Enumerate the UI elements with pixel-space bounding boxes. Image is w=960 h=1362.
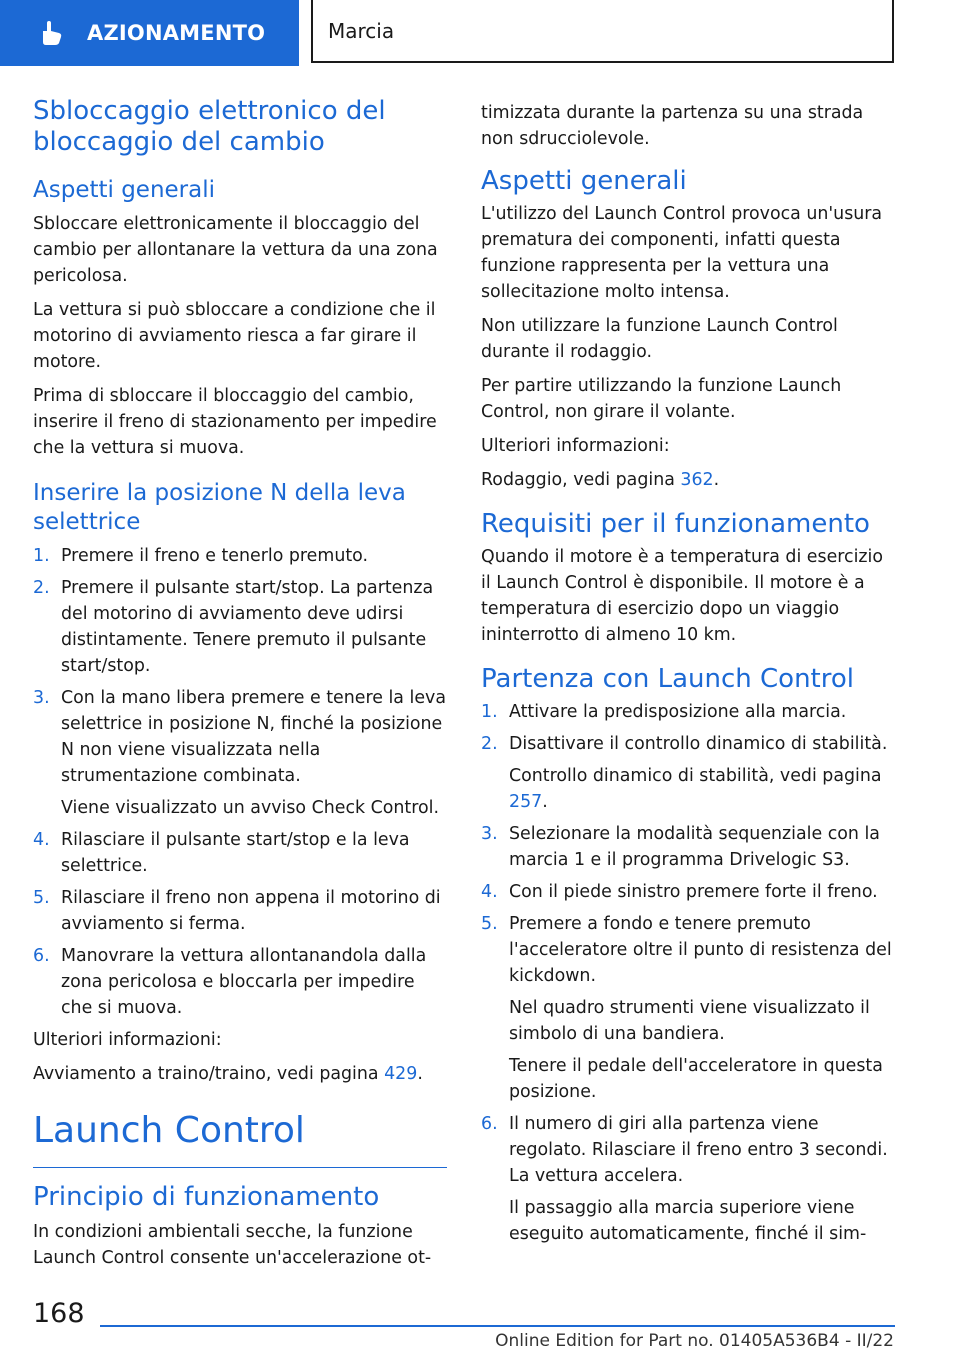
step-text: Disattivare il controllo dinamico di stabilità. [509, 734, 888, 754]
page-link[interactable]: 362 [680, 470, 714, 490]
section-title: Requisiti per il funzionamento [481, 509, 870, 539]
paragraph: La vettura si può sbloccare a condizione che il motorino di avviamento riesca a far girare il motore. [33, 300, 436, 372]
more-info-label: Ulteriori informazioni: [33, 1030, 222, 1050]
edition-note: Online Edition for Part no. 01405A536B4 - II/22 [495, 1331, 894, 1351]
cross-reference [33, 1061, 447, 1087]
section-title: Aspetti generali [481, 166, 687, 196]
reference-text: Rodaggio, vedi pagina [481, 470, 681, 490]
step-number: 4. [481, 882, 498, 902]
foot-pedal-icon [37, 19, 65, 47]
paragraph: Sbloccare elettronicamente il bloccaggio del cambio per allontanare la vettura da una zona pericolosa. [33, 214, 438, 286]
list-item [481, 911, 895, 989]
page-number: 168 [33, 1298, 85, 1329]
chapter-box [311, 0, 894, 63]
subheading-general: Aspetti generali [33, 177, 216, 203]
step-number: 6. [481, 1114, 498, 1134]
list-item [33, 885, 447, 937]
paragraph: Non utilizzare la funzione Launch Control durante il rodaggio. [481, 316, 838, 362]
steps-list [33, 543, 447, 1021]
step-number: 5. [481, 914, 498, 934]
reference-text: Avviamento a traino/traino, vedi pagina [33, 1064, 385, 1084]
footer-divider [100, 1325, 895, 1327]
chapter-label: Marcia [328, 18, 395, 43]
step-number: 1. [481, 702, 498, 722]
list-item [481, 879, 895, 905]
step-note [481, 763, 895, 815]
step-note: Viene visualizzato un avviso Check Control. [61, 798, 440, 818]
list-item [481, 731, 895, 757]
page-link[interactable]: 257 [509, 792, 543, 812]
right-column [481, 100, 895, 1253]
step-text: Premere il freno e tenerlo premuto. [61, 546, 369, 566]
step-text: Il numero di giri alla partenza viene regolato. Rilasciare il freno entro 3 secondi. La vettura accelera. [509, 1114, 888, 1186]
paragraph: Quando il motore è a temperatura di esercizio il Launch Control è disponibile. Il motore è a temperatura di esercizio dopo un viaggio ininterrotto di almeno 10 km. [481, 547, 884, 645]
step-note: Tenere il pedale dell'acceleratore in questa posizione. [509, 1056, 883, 1102]
chapter-title: Launch Control [33, 1109, 447, 1168]
more-info-label: Ulteriori informazioni: [481, 436, 670, 456]
list-item [481, 1111, 895, 1189]
steps-list [481, 699, 895, 1247]
step-number: 6. [33, 946, 50, 966]
step-number: 5. [33, 888, 50, 908]
step-number: 2. [481, 734, 498, 754]
page-link[interactable]: 429 [384, 1064, 418, 1084]
list-item [33, 575, 447, 679]
paragraph: In condizioni ambientali secche, la funzione Launch Control consente un'accelerazione ot- [33, 1222, 432, 1268]
list-item [33, 685, 447, 789]
step-number: 3. [33, 688, 50, 708]
paragraph: timizzata durante la partenza su una strada non sdrucciolevole. [481, 103, 864, 149]
section-title: Partenza con Launch Control [481, 664, 854, 694]
list-item [481, 821, 895, 873]
step-text: Premere il pulsante start/stop. La partenza del motorino di avviamento deve udirsi distintamente. Tenere premuto il pulsante start/stop. [61, 578, 434, 676]
step-text: Con il piede sinistro premere forte il freno. [509, 882, 878, 902]
cross-reference [481, 467, 895, 493]
reference-end: . [542, 792, 548, 812]
step-note: Il passaggio alla marcia superiore viene eseguito automaticamente, finché il sim- [509, 1198, 867, 1244]
step-text: Selezionare la modalità sequenziale con la marcia 1 e il programma Drivelogic S3. [509, 824, 880, 870]
step-number: 3. [481, 824, 498, 844]
section-tab [0, 0, 299, 66]
step-number: 2. [33, 578, 50, 598]
step-text: Con la mano libera premere e tenere la leva selettrice in posizione N, finché la posizione N non viene visualizzata nella strumentazione combinata. [61, 688, 446, 786]
list-item [33, 827, 447, 879]
step-text: Manovrare la vettura allontanandola dalla zona pericolosa e bloccarla per impedire che si muova. [61, 946, 427, 1018]
reference-end: . [417, 1064, 423, 1084]
step-text: Rilasciare il pulsante start/stop e la leva selettrice. [61, 830, 410, 876]
step-text: Premere a fondo e tenere premuto l'acceleratore oltre il punto di resistenza del kickdown. [509, 914, 892, 986]
subheading-n-position: Inserire la posizione N della leva selettrice [33, 480, 406, 535]
step-text: Attivare la predisposizione alla marcia. [509, 702, 847, 722]
list-item [33, 943, 447, 1021]
reference-end: . [713, 470, 720, 490]
list-item [33, 543, 447, 569]
left-column [33, 96, 447, 1279]
step-text: Rilasciare il freno non appena il motorino di avviamento si ferma. [61, 888, 441, 934]
paragraph: L'utilizzo del Launch Control provoca un'usura prematura dei componenti, infatti questa funzione rappresenta per la vettura una sollecitazione molto intensa. [481, 204, 883, 302]
step-note: Nel quadro strumenti viene visualizzato il simbolo di una bandiera. [509, 998, 870, 1044]
list-item [481, 699, 895, 725]
step-number: 1. [33, 546, 50, 566]
section-label: AZIONAMENTO [87, 21, 266, 45]
step-number: 4. [33, 830, 50, 850]
section-title: Principio di funzionamento [33, 1182, 380, 1212]
reference-text: Controllo dinamico di stabilità, vedi pagina [509, 766, 882, 786]
paragraph: Prima di sbloccare il bloccaggio del cambio, inserire il freno di stazionamento per impedire che la vettura si muova. [33, 386, 437, 458]
paragraph: Per partire utilizzando la funzione Launch Control, non girare il volante. [481, 376, 842, 422]
section-title: Sbloccaggio elettronico del bloccaggio del cambio [33, 96, 386, 157]
